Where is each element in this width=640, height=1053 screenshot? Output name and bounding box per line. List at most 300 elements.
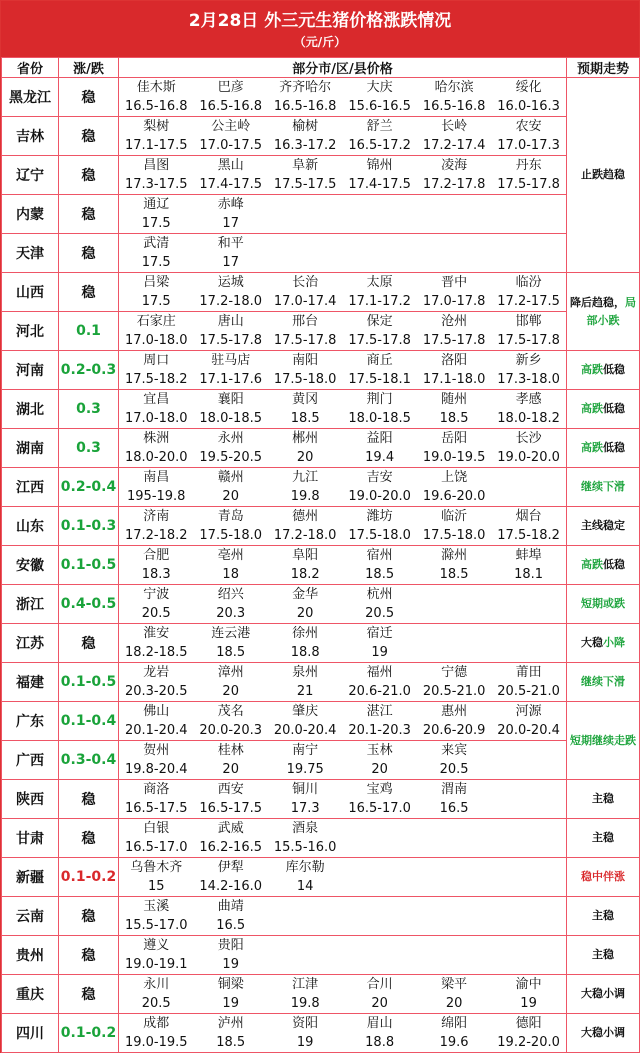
cities-cell (119, 741, 567, 780)
city-name: 驻马店 (211, 353, 251, 368)
city-name: 渭南 (441, 782, 468, 797)
table-row (2, 546, 640, 585)
city-price (417, 546, 491, 584)
city-name: 永州 (217, 431, 244, 446)
province-cell: 贵州 (2, 936, 59, 975)
city-price (119, 741, 193, 779)
trend-text: 高跌 (581, 402, 603, 415)
city-price (342, 468, 416, 506)
city-name: 淮安 (143, 626, 170, 641)
city-name: 宁德 (441, 665, 468, 680)
change-cell: 0.3-0.4 (59, 741, 119, 780)
city-name: 佛山 (143, 704, 170, 719)
city-price (491, 546, 565, 584)
city-value: 18 (222, 567, 239, 582)
city-price (119, 936, 193, 974)
city-name: 巴彦 (217, 80, 244, 95)
city-price (119, 663, 193, 701)
trend-text: 短期或跌 (581, 597, 625, 610)
city-name: 肇庆 (292, 704, 319, 719)
change-cell: 0.4-0.5 (59, 585, 119, 624)
city-price (193, 429, 267, 467)
city-price (193, 312, 267, 350)
cities-cell (119, 585, 567, 624)
city-value: 20 (222, 684, 239, 699)
city-price (417, 273, 491, 311)
trend-text: 主稳 (592, 792, 614, 805)
city-price (342, 663, 416, 701)
report-unit: （元/斤） (293, 35, 347, 49)
city-value: 19.0-19.1 (124, 957, 188, 972)
price-table (1, 57, 640, 1053)
city-name: 福州 (366, 665, 393, 680)
city-price (193, 507, 267, 545)
city-name: 吉安 (366, 470, 393, 485)
city-name: 库尔勒 (285, 860, 325, 875)
city-name: 邢台 (292, 314, 319, 329)
change-cell: 0.3 (59, 429, 119, 468)
change-cell: 稳 (59, 936, 119, 975)
table-row (2, 273, 640, 312)
city-value: 19.8-20.4 (124, 762, 188, 777)
trend-text: 大稳小调 (581, 1026, 625, 1039)
city-name: 泸州 (217, 1016, 244, 1031)
table-row (2, 234, 640, 273)
city-price (193, 390, 267, 428)
city-name: 九江 (292, 470, 319, 485)
trend-cell (567, 351, 640, 390)
city-price (342, 975, 416, 1013)
province-cell: 广西 (2, 741, 59, 780)
city-price (417, 156, 491, 194)
city-name: 通辽 (143, 197, 170, 212)
change-cell: 0.1 (59, 312, 119, 351)
province-cell: 新疆 (2, 858, 59, 897)
trend-cell (567, 702, 640, 780)
table-row (2, 702, 640, 741)
city-name: 绵阳 (441, 1016, 468, 1031)
change-cell: 稳 (59, 780, 119, 819)
city-value: 17.2-18.0 (199, 294, 262, 309)
cities-cell (119, 468, 567, 507)
trend-cell (567, 390, 640, 429)
cities-cell (119, 351, 567, 390)
city-name: 江津 (292, 977, 319, 992)
city-value: 20 (296, 450, 314, 465)
trend-cell (567, 507, 640, 546)
province-cell: 广东 (2, 702, 59, 741)
province-cell: 重庆 (2, 975, 59, 1014)
city-price (268, 585, 342, 623)
city-name: 绍兴 (217, 587, 244, 602)
trend-cell (567, 624, 640, 663)
city-value: 17.2-17.5 (497, 294, 560, 309)
city-name: 农安 (515, 119, 542, 134)
city-value: 17.3-17.5 (124, 177, 188, 192)
city-value: 17.0-17.8 (422, 294, 486, 309)
city-value: 18.0-18.5 (199, 411, 262, 426)
city-price (119, 351, 193, 389)
city-price (193, 156, 267, 194)
city-price (119, 546, 193, 584)
city-value: 20.3 (216, 606, 246, 621)
city-value: 17.1-17.5 (124, 138, 188, 153)
city-price (193, 702, 267, 740)
city-price (491, 312, 565, 350)
city-value: 18.3 (141, 567, 171, 582)
city-price (119, 780, 193, 818)
header-trend: 预期走势 (567, 58, 640, 78)
change-cell: 稳 (59, 234, 119, 273)
cities-cell (119, 975, 567, 1014)
city-price (417, 1014, 491, 1052)
table-row (2, 585, 640, 624)
city-price (268, 156, 342, 194)
city-value: 20.5-21.0 (497, 684, 560, 699)
city-price (193, 351, 267, 389)
city-name: 永川 (143, 977, 170, 992)
city-value: 17.0-17.5 (199, 138, 262, 153)
city-value: 16.3-17.2 (273, 138, 337, 153)
city-value: 17.5-17.8 (422, 333, 486, 348)
city-value: 17.3-18.0 (497, 372, 560, 387)
city-name: 连云港 (211, 626, 251, 641)
city-price (193, 546, 267, 584)
table-row (2, 858, 640, 897)
city-name: 宿州 (366, 548, 393, 563)
city-name: 宿迁 (366, 626, 393, 641)
city-price (119, 312, 193, 350)
city-name: 梨树 (143, 119, 170, 134)
city-name: 蚌埠 (515, 548, 542, 563)
city-value: 19 (520, 996, 537, 1011)
province-cell: 四川 (2, 1014, 59, 1053)
city-name: 桂林 (217, 743, 244, 758)
city-value: 17.3 (290, 801, 320, 816)
table-row (2, 390, 640, 429)
city-price (193, 234, 267, 272)
cities-cell (119, 312, 567, 351)
city-price (193, 780, 267, 818)
change-cell: 稳 (59, 78, 119, 117)
city-name: 大庆 (366, 80, 393, 95)
city-price (342, 507, 416, 545)
city-name: 保定 (366, 314, 393, 329)
city-name: 乌鲁木齐 (130, 860, 183, 875)
city-value: 19.6-20.0 (422, 489, 486, 504)
city-value: 18.5 (290, 411, 320, 426)
city-value: 17.5-17.8 (497, 333, 560, 348)
city-name: 阜新 (292, 158, 319, 173)
province-cell: 黑龙江 (2, 78, 59, 117)
city-price (193, 585, 267, 623)
city-price (193, 624, 267, 662)
trend-cell (567, 429, 640, 468)
city-price (342, 156, 416, 194)
trend-text: 低稳 (603, 402, 625, 415)
city-value: 19.4 (365, 450, 395, 465)
city-price (491, 78, 565, 116)
cities-cell (119, 1014, 567, 1053)
city-value: 195-19.8 (127, 489, 186, 504)
city-value: 18.5 (439, 567, 469, 582)
city-price (491, 702, 565, 740)
city-name: 沧州 (441, 314, 468, 329)
city-price (268, 819, 342, 857)
city-value: 17.0-18.0 (124, 333, 188, 348)
table-row (2, 819, 640, 858)
city-value: 16.5-16.8 (124, 99, 188, 114)
city-value: 17.5 (141, 294, 171, 309)
cities-cell (119, 858, 567, 897)
city-name: 茂名 (217, 704, 244, 719)
city-name: 临沂 (441, 509, 468, 524)
report-header (1, 1, 639, 57)
city-value: 16.5-16.8 (422, 99, 486, 114)
cities-cell (119, 429, 567, 468)
city-price (268, 78, 342, 116)
city-name: 玉溪 (143, 899, 170, 914)
city-value: 19 (222, 957, 239, 972)
city-name: 长沙 (515, 431, 542, 446)
province-cell: 辽宁 (2, 156, 59, 195)
city-name: 眉山 (366, 1016, 393, 1031)
city-value: 17.4-17.5 (199, 177, 262, 192)
cities-cell (119, 819, 567, 858)
city-price (119, 195, 193, 233)
city-value: 19.0-19.5 (124, 1035, 188, 1050)
change-cell: 稳 (59, 624, 119, 663)
city-price (193, 897, 267, 935)
city-price (491, 156, 565, 194)
cities-cell (119, 663, 567, 702)
city-name: 玉林 (366, 743, 393, 758)
cities-cell (119, 390, 567, 429)
city-value: 17.5-17.8 (497, 177, 560, 192)
city-price (119, 78, 193, 116)
city-name: 益阳 (366, 431, 393, 446)
city-name: 徐州 (292, 626, 319, 641)
city-price (268, 273, 342, 311)
city-price (491, 507, 565, 545)
city-value: 17.2-17.4 (422, 138, 486, 153)
city-value: 20.0-20.4 (273, 723, 337, 738)
trend-text: 主稳 (592, 909, 614, 922)
city-name: 榆树 (292, 119, 319, 134)
city-name: 商洛 (143, 782, 170, 797)
cities-cell (119, 156, 567, 195)
trend-text: 小降 (603, 636, 625, 649)
city-name: 德州 (292, 509, 319, 524)
city-price (342, 546, 416, 584)
province-cell: 江苏 (2, 624, 59, 663)
province-cell: 天津 (2, 234, 59, 273)
trend-cell (567, 663, 640, 702)
province-cell: 湖南 (2, 429, 59, 468)
city-name: 贵阳 (217, 938, 244, 953)
city-value: 16.5-17.2 (348, 138, 411, 153)
city-name: 梁平 (441, 977, 468, 992)
city-value: 18.2 (290, 567, 320, 582)
city-value: 16.2-16.5 (199, 840, 262, 855)
trend-text: 继续下滑 (581, 480, 625, 493)
city-value: 17.5-18.2 (124, 372, 188, 387)
trend-text: 低稳 (603, 441, 625, 454)
city-name: 铜梁 (217, 977, 244, 992)
trend-text: 高跌 (581, 558, 603, 571)
city-value: 19.5-20.5 (199, 450, 262, 465)
change-cell: 稳 (59, 273, 119, 312)
city-name: 太原 (366, 275, 393, 290)
trend-cell (567, 273, 640, 351)
city-price (119, 507, 193, 545)
city-value: 20.0-20.3 (199, 723, 262, 738)
city-price (342, 585, 416, 623)
province-cell: 山东 (2, 507, 59, 546)
city-name: 商丘 (366, 353, 393, 368)
city-price (193, 975, 267, 1013)
city-name: 莆田 (515, 665, 542, 680)
city-price (268, 858, 342, 896)
province-cell: 云南 (2, 897, 59, 936)
city-price (491, 390, 565, 428)
report-title: 2月28日 外三元生猪价格涨跌情况 (188, 11, 452, 31)
city-price (193, 858, 267, 896)
city-name: 龙岩 (143, 665, 170, 680)
city-price (417, 117, 491, 155)
trend-text: 止跌趋稳 (581, 168, 625, 181)
province-cell: 江西 (2, 468, 59, 507)
city-value: 17 (222, 255, 239, 270)
city-price (342, 117, 416, 155)
city-name: 公主岭 (211, 119, 251, 134)
city-name: 赤峰 (217, 197, 244, 212)
city-name: 和平 (217, 236, 244, 251)
cities-cell (119, 702, 567, 741)
change-cell: 0.1-0.4 (59, 702, 119, 741)
city-name: 临汾 (515, 275, 542, 290)
city-name: 资阳 (292, 1016, 319, 1031)
city-name: 锦州 (366, 158, 393, 173)
city-name: 宝鸡 (366, 782, 393, 797)
city-value: 19.6 (439, 1035, 469, 1050)
city-name: 岳阳 (441, 431, 468, 446)
city-value: 19 (222, 996, 239, 1011)
trend-text: 大稳小调 (581, 987, 625, 1000)
change-cell: 稳 (59, 195, 119, 234)
city-value: 16.5-17.5 (199, 801, 262, 816)
trend-cell (567, 936, 640, 975)
city-value: 18.5 (365, 567, 395, 582)
city-price (342, 780, 416, 818)
province-cell: 湖北 (2, 390, 59, 429)
city-name: 成都 (143, 1016, 170, 1031)
city-name: 新乡 (515, 353, 542, 368)
city-value: 17.1-17.2 (348, 294, 411, 309)
trend-cell (567, 585, 640, 624)
city-value: 20.5 (141, 996, 171, 1011)
city-name: 武威 (217, 821, 244, 836)
city-value: 20.6-20.9 (422, 723, 486, 738)
city-price (119, 858, 193, 896)
city-name: 吕梁 (143, 275, 170, 290)
city-value: 15 (147, 879, 165, 894)
city-name: 株洲 (143, 431, 170, 446)
change-cell: 0.1-0.3 (59, 507, 119, 546)
city-value: 20 (371, 996, 388, 1011)
trend-cell (567, 897, 640, 936)
table-row (2, 975, 640, 1014)
city-value: 17.1-18.0 (422, 372, 486, 387)
city-name: 合肥 (143, 548, 170, 563)
city-name: 泉州 (292, 665, 319, 680)
city-name: 邯郸 (515, 314, 542, 329)
city-price (417, 702, 491, 740)
city-name: 宜昌 (143, 392, 170, 407)
city-price (268, 507, 342, 545)
city-name: 德阳 (515, 1016, 542, 1031)
city-value: 19.8 (290, 996, 320, 1011)
city-price (119, 117, 193, 155)
city-value: 18.0-20.0 (124, 450, 188, 465)
province-cell: 福建 (2, 663, 59, 702)
city-name: 渝中 (515, 977, 542, 992)
city-price (417, 507, 491, 545)
table-row (2, 78, 640, 117)
city-price (119, 156, 193, 194)
table-row (2, 897, 640, 936)
city-price (417, 663, 491, 701)
city-value: 20.3-20.5 (124, 684, 188, 699)
city-name: 烟台 (515, 509, 542, 524)
city-price (342, 351, 416, 389)
cities-cell (119, 507, 567, 546)
city-price (119, 897, 193, 935)
city-name: 荆门 (366, 392, 393, 407)
city-name: 济南 (143, 509, 170, 524)
table-row (2, 117, 640, 156)
city-price (193, 1014, 267, 1052)
trend-text: 低稳 (603, 363, 625, 376)
city-value: 20.6-21.0 (348, 684, 411, 699)
city-value: 20.5-21.0 (422, 684, 486, 699)
city-price (417, 351, 491, 389)
city-name: 南阳 (292, 353, 319, 368)
cities-cell (119, 546, 567, 585)
city-price (119, 429, 193, 467)
city-value: 17.5-18.2 (497, 528, 560, 543)
city-name: 齐齐哈尔 (279, 80, 332, 95)
trend-cell (567, 858, 640, 897)
city-value: 20.5 (439, 762, 469, 777)
city-value: 16.5-17.0 (124, 840, 188, 855)
city-name: 武清 (143, 236, 170, 251)
city-price (417, 429, 491, 467)
city-value: 15.5-17.0 (124, 918, 188, 933)
city-name: 潍坊 (366, 509, 393, 524)
city-name: 白银 (143, 821, 170, 836)
city-name: 遵义 (143, 938, 170, 953)
city-value: 15.6-16.5 (348, 99, 411, 114)
city-price (417, 975, 491, 1013)
change-cell: 0.2-0.3 (59, 351, 119, 390)
table-body (2, 78, 640, 1053)
city-value: 16.5-16.8 (273, 99, 337, 114)
city-value: 17 (222, 216, 239, 231)
city-name: 洛阳 (441, 353, 468, 368)
city-name: 南昌 (143, 470, 170, 485)
city-name: 随州 (441, 392, 468, 407)
